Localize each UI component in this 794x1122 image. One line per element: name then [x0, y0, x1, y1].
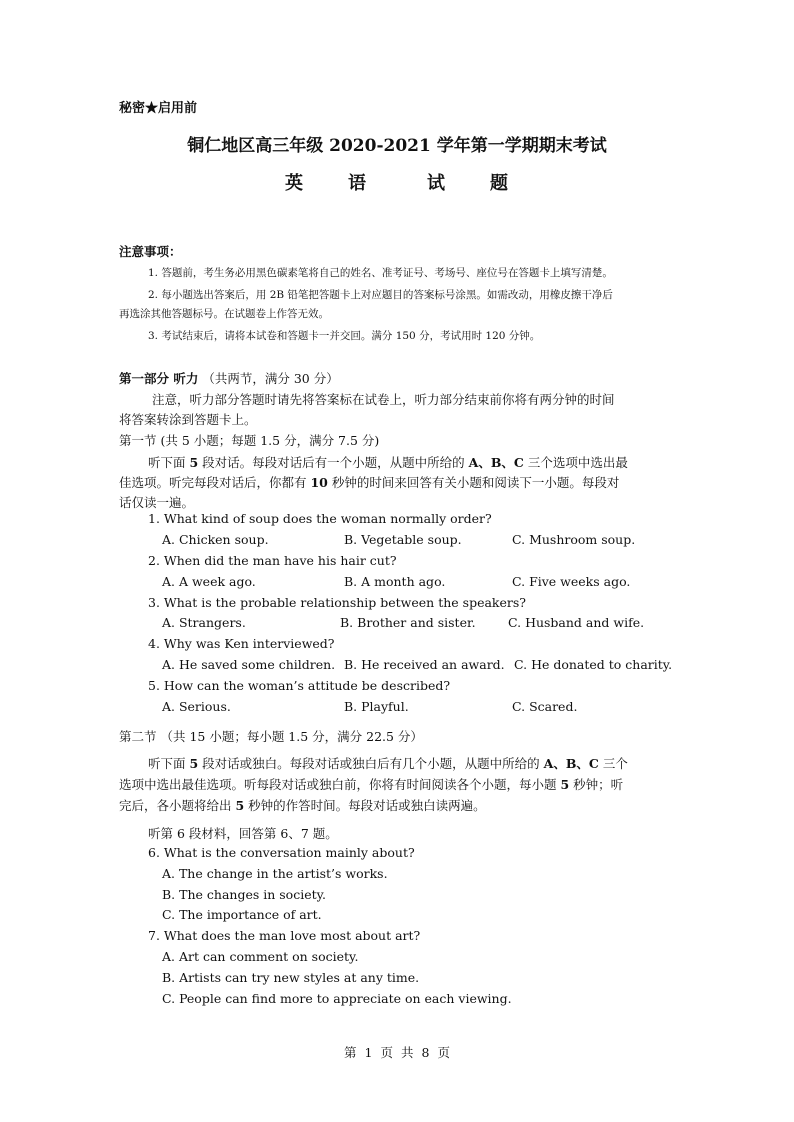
text-bold: 5 [189, 756, 199, 771]
page-number: 1 [364, 1045, 373, 1060]
part1-intro: 注意，听力部分答题时请先将答案标在试卷上，听力部分结束前你将有两分钟的时间 [152, 392, 615, 407]
subject-char: 试 [427, 173, 446, 194]
option-a: A. Serious. [162, 699, 231, 714]
option-a: A. Art can comment on society. [162, 949, 359, 964]
part1-heading [119, 369, 339, 387]
option-c: C. Mushroom soup. [512, 532, 636, 547]
text: 秒钟的时间来回答有关小题和阅读下一小题。每段对 [327, 475, 620, 490]
text: 完后，各小题将给出 [119, 798, 236, 813]
text: 听下面 [148, 756, 190, 771]
question: 5. How can the woman’s attitude be described? [148, 678, 451, 693]
option-b: B. A month ago. [344, 574, 446, 589]
option-c: C. People can find more to appreciate on each viewing. [162, 991, 512, 1006]
question: 4. Why was Ken interviewed? [148, 636, 335, 651]
material-instruction: 听第 6 段材料，回答第 6、7 题。 [148, 826, 338, 841]
question: 7. What does the man love most about art? [148, 928, 421, 943]
footer-text: 共 [401, 1045, 414, 1060]
subject-char: 英 [285, 173, 304, 194]
exam-title: 铜仁地区高三年级 2020-2021 学年第一学期期末考试 [187, 136, 607, 156]
text-bold: 10 [310, 475, 328, 490]
option-b: B. He received an award. [344, 657, 505, 672]
option-a: A. The change in the artist’s works. [162, 866, 388, 881]
subject-char: 语 [348, 173, 367, 194]
option-a: A. Strangers. [162, 615, 246, 630]
section2-directions [119, 796, 486, 814]
text-bold: A、B、C [543, 756, 599, 771]
option-c: C. Scared. [512, 699, 578, 714]
option-b: B. Brother and sister. [340, 615, 476, 630]
text: 秒钟的作答时间。每段对话或独白读两遍。 [244, 798, 486, 813]
notice-item: 3. 考试结束后，请将本试卷和答题卡一并交回。满分 150 分，考试用时 120 分钟。 [148, 330, 541, 342]
option-c: C. Husband and wife. [508, 615, 645, 630]
text: 段对话。每段对话后有一个小题，从题中所给的 [198, 455, 469, 470]
option-a: A. A week ago. [162, 574, 256, 589]
page-footer [0, 1043, 794, 1061]
text-bold: A、B、C [468, 455, 524, 470]
section2-directions [119, 775, 623, 793]
text-bold: 5 [560, 777, 570, 792]
notice-item: 2. 每小题选出答案后，用 2B 铅笔把答题卡上对应题目的答案标号涂黑。如需改动，用橡皮擦干净后 [148, 289, 613, 301]
page-total: 8 [421, 1045, 430, 1060]
section2-heading: 第二节 （共 15 小题；每小题 1.5 分，满分 22.5 分） [119, 729, 423, 744]
footer-text: 第 [344, 1045, 357, 1060]
text: 佳选项。听完每段对话后，你都有 [119, 475, 311, 490]
option-c: C. He donated to charity. [514, 657, 673, 672]
option-b: B. Vegetable soup. [344, 532, 462, 547]
question: 2. When did the man have his hair cut? [148, 553, 397, 568]
question: 1. What kind of soup does the woman normally order? [148, 511, 492, 526]
option-b: B. The changes in society. [162, 887, 326, 902]
option-b: B. Artists can try new styles at any time. [162, 970, 420, 985]
notice-item: 1. 答题前，考生务必用黑色碳素笔将自己的姓名、准考证号、考场号、座位号在答题卡上填写清楚。 [148, 267, 613, 279]
subject-title [0, 169, 794, 195]
section1-directions [148, 453, 628, 471]
text: 三个 [598, 756, 628, 771]
option-b: B. Playful. [344, 699, 409, 714]
question: 3. What is the probable relationship between the speakers? [148, 595, 526, 610]
section2-directions [148, 754, 628, 772]
option-c: C. The importance of art. [162, 907, 322, 922]
text-bold: 5 [235, 798, 245, 813]
confidential-label: 秘密★启用前 [119, 101, 198, 116]
text: 段对话或独白。每段对话或独白后有几个小题，从题中所给的 [198, 756, 544, 771]
text: 选项中选出最佳选项。听每段对话或独白前，你将有时间阅读各个小题，每小题 [119, 777, 561, 792]
option-a: A. He saved some children. [162, 657, 336, 672]
part1-intro-continued: 将答案转涂到答题卡上。 [119, 412, 257, 427]
option-a: A. Chicken soup. [162, 532, 269, 547]
section1-directions: 话仅读一遍。 [119, 495, 195, 510]
footer-text: 页 [380, 1045, 393, 1060]
text: 三个选项中选出最 [523, 455, 628, 470]
part1-note: （共两节，满分 30 分） [202, 371, 339, 386]
section1-heading: 第一节 (共 5 小题；每题 1.5 分，满分 7.5 分) [119, 433, 380, 448]
text: 听下面 [148, 455, 190, 470]
text-bold: 5 [189, 455, 199, 470]
footer-text: 页 [437, 1045, 450, 1060]
section1-directions [119, 473, 619, 491]
option-c: C. Five weeks ago. [512, 574, 631, 589]
text: 秒钟；听 [569, 777, 624, 792]
subject-char: 题 [490, 173, 509, 194]
question: 6. What is the conversation mainly about? [148, 845, 415, 860]
part1-title: 第一部分 听力 [119, 371, 199, 386]
notice-item-continued: 再选涂其他答题标号。在试题卷上作答无效。 [119, 308, 329, 320]
notice-heading: 注意事项： [119, 244, 182, 259]
